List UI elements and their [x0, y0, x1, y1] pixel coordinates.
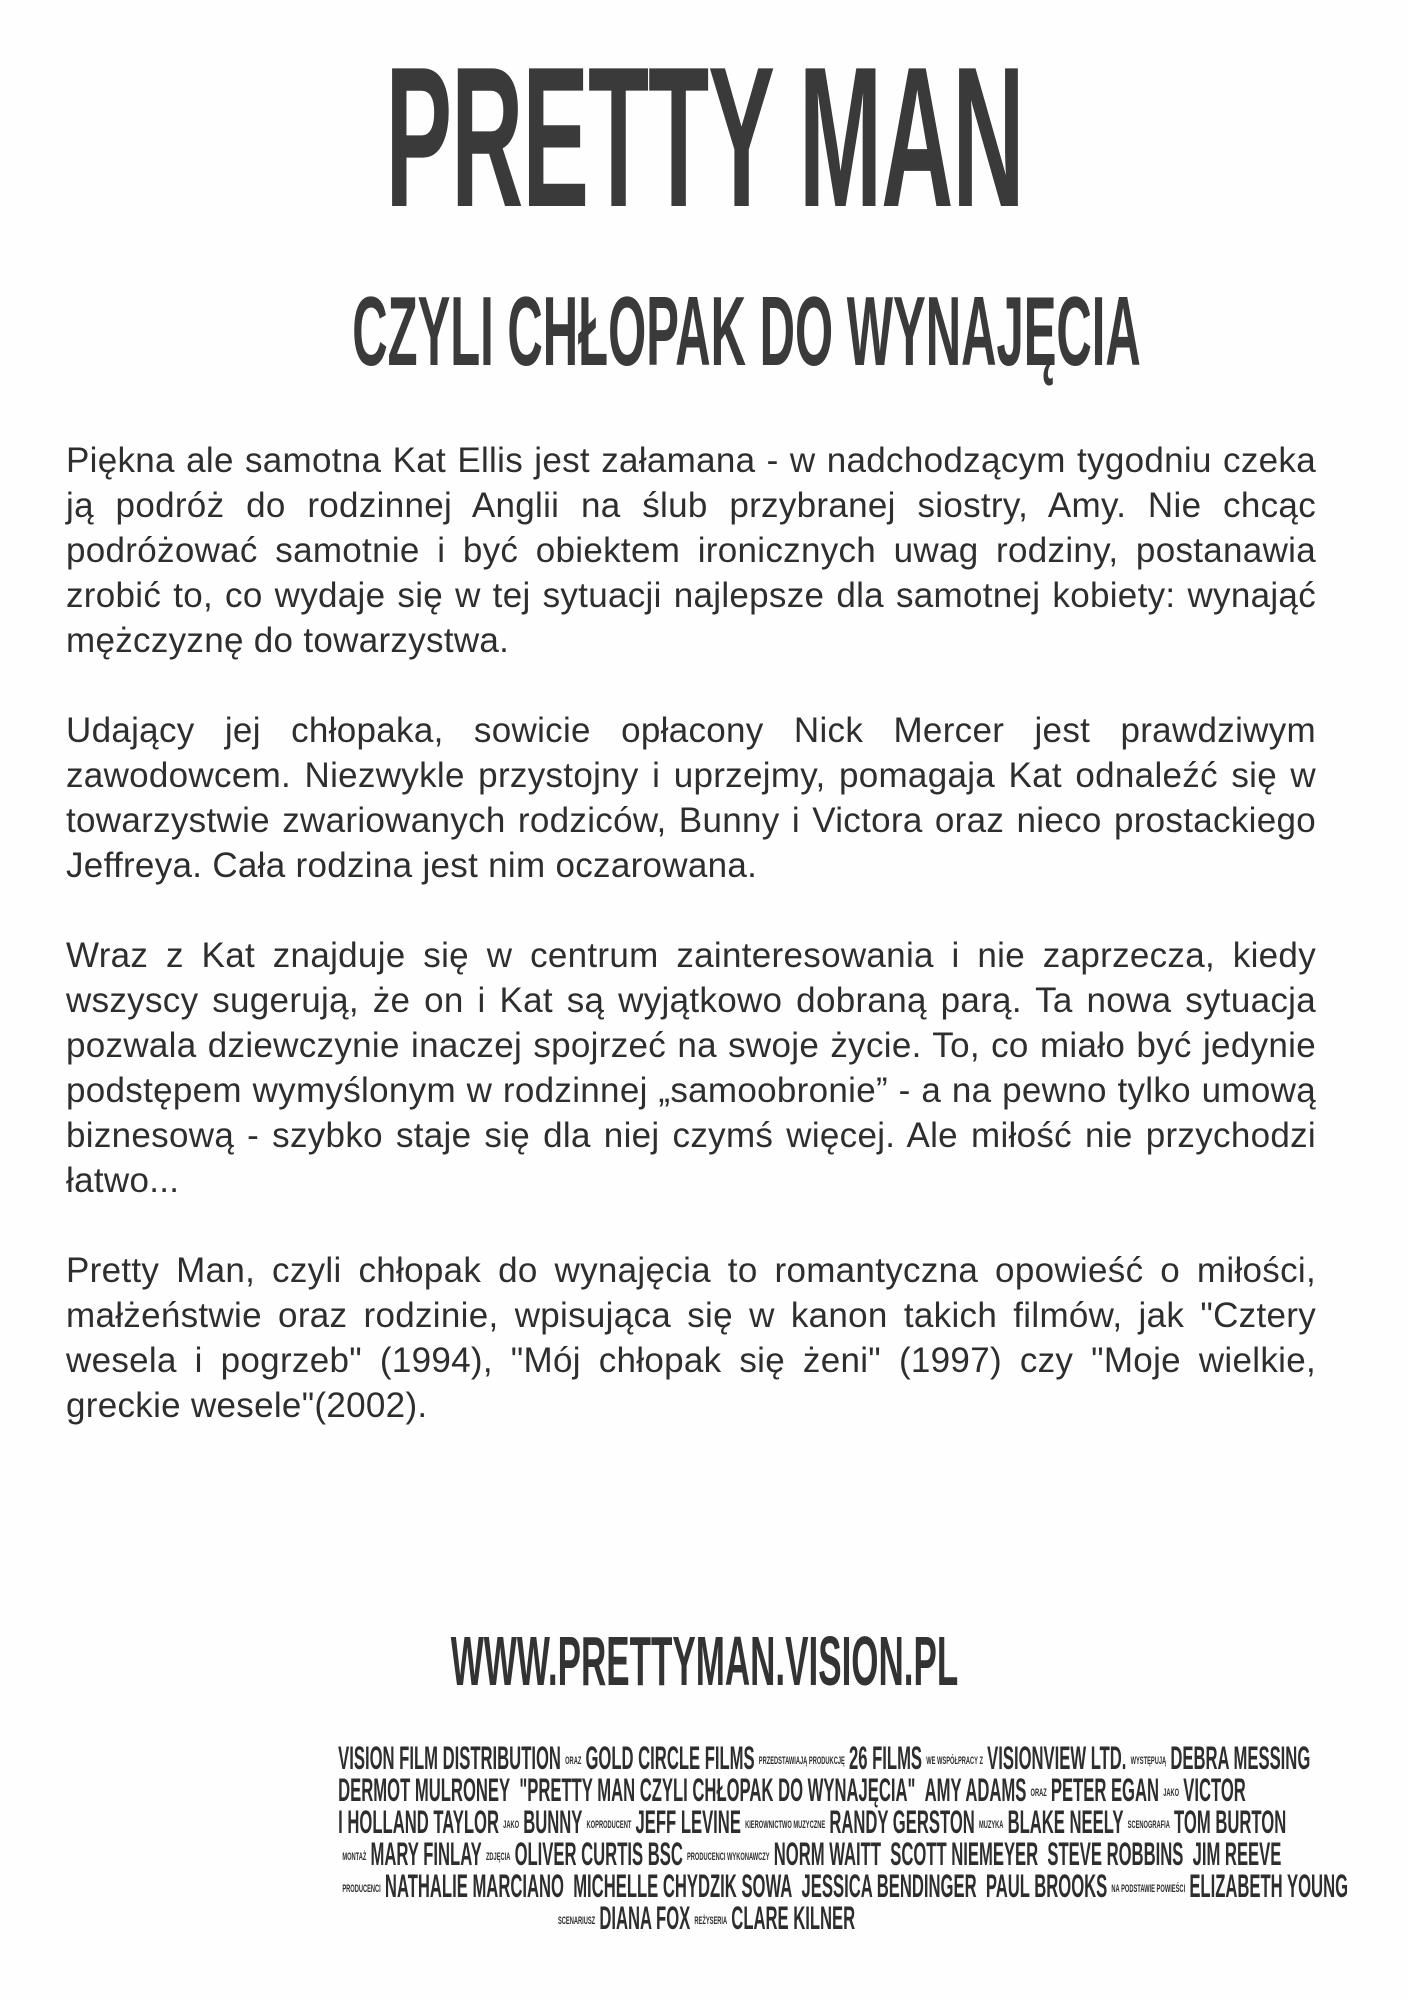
credit-name: JIM REEVE: [1192, 1836, 1282, 1872]
website-url[interactable]: WWW.PRETTYMAN.VISION.PL: [450, 1622, 959, 1700]
credit-role: KOPRODUCENT: [586, 1818, 632, 1831]
main-title: PRETTY MAN: [385, 26, 1024, 249]
credit-role: WYSTĘPUJĄ: [1130, 1754, 1167, 1767]
credit-name: 26 FILMS: [848, 1740, 923, 1776]
paragraph-4: Pretty Man, czyli chłopak do wynajęcia to romantyczna opowieść o miłości, małżeństwie oraz rodzinie, wpisująca się w kanon takich filmów, jak "Cztery wesela i pogrzeb" (1994), "Mój chłopak się żeni" (1997) czy "Moje wielkie, greckie wesele"(2002).: [66, 1251, 1316, 1425]
credit-role: PRODUCENCI WYKONAWCZY: [686, 1850, 770, 1863]
credit-role: JAKO: [1163, 1786, 1180, 1799]
credit-name: MARY FINLAY: [370, 1836, 482, 1872]
credit-name: DIANA FOX: [599, 1900, 691, 1936]
credit-role: NA PODSTAWIE POWIEŚCI: [1111, 1882, 1186, 1895]
credit-name: NATHALIE MARCIANO: [384, 1868, 564, 1904]
credit-role: MUZYKA: [978, 1818, 1004, 1831]
credit-role: REŻYSERIA: [694, 1914, 728, 1927]
credit-role: ZDJĘCIA: [485, 1850, 511, 1863]
credit-role: ORAZ: [565, 1754, 582, 1767]
credit-line-3: [338, 1804, 1287, 1840]
credit-role: SCENARIUSZ: [557, 1914, 596, 1927]
credit-role: WE WSPÓŁPRACY Z: [926, 1754, 983, 1767]
credit-name: PETER EGAN: [1050, 1772, 1160, 1808]
credit-name: DEBRA MESSING: [1170, 1740, 1311, 1776]
credit-name: STEVE ROBBINS: [1047, 1836, 1184, 1872]
credit-name: MICHELLE CHYDZIK SOWA: [573, 1868, 793, 1904]
credit-name: BUNNY: [523, 1804, 583, 1840]
credit-name: OLIVER CURTIS BSC: [514, 1836, 683, 1872]
credit-role: KIEROWNICTWO MUZYCZNE: [745, 1818, 826, 1831]
credit-name: VISION FILM DISTRIBUTION: [338, 1740, 561, 1776]
credit-name: BLAKE NEELY: [1007, 1804, 1124, 1840]
credit-name: JEFF LEVINE: [635, 1804, 741, 1840]
credit-role: ORAZ: [1030, 1786, 1047, 1799]
credit-line-1: [338, 1740, 1311, 1776]
credit-line-2: [338, 1772, 1246, 1808]
credit-role: JAKO: [503, 1818, 520, 1831]
credit-name: JESSICA BENDINGER: [801, 1868, 977, 1904]
credit-name: ELIZABETH YOUNG: [1189, 1868, 1349, 1904]
credit-name: VICTOR: [1183, 1772, 1246, 1808]
paragraph-1: Piękna ale samotna Kat Ellis jest załamana - w nadchodzącym tygodniu czeka ją podróż do rodzinnej Anglii na ślub przybranej siostry, Amy. Nie chcąc podróżować samotnie i być obiektem ironicznych uwag rodziny, postanawia zrobić to, co wydaje się w tej sytuacji najlepsze dla samotnej kobiety: wynająć mężczyznę do towarzystwa.: [66, 441, 1316, 660]
credit-name: VISIONVIEW LTD.: [987, 1740, 1127, 1776]
synopsis: [66, 438, 1316, 1473]
credit-line-4: [338, 1836, 1282, 1872]
credit-name: AMY ADAMS: [924, 1772, 1027, 1808]
paragraph-2: Udający jej chłopaka, sowicie opłacony Nick Mercer jest prawdziwym zawodowcem. Niezwykle przystojny i uprzejmy, pomagaja Kat odnaleźć się w towarzystwie zwariowanych rodziców, Bunny i Victora oraz nieco prostackiego Jeffreya. Cała rodzina jest nim oczarowana.: [66, 711, 1316, 885]
credit-name: GOLD CIRCLE FILMS: [585, 1740, 755, 1776]
credit-role: MONTAŻ: [342, 1850, 367, 1863]
credit-name: I HOLLAND TAYLOR: [338, 1804, 500, 1840]
credit-block: [0, 1742, 1409, 1934]
credit-role: SCENOGRAFIA: [1127, 1818, 1170, 1831]
credit-name: SCOTT NIEMEYER: [890, 1836, 1039, 1872]
credit-role: PRZEDSTAWIAJĄ PRODUKCJĘ: [758, 1754, 845, 1767]
credit-role: PRODUCENCI: [342, 1882, 381, 1895]
paragraph-3: Wraz z Kat znajduje się w centrum zainteresowania i nie zaprzecza, kiedy wszyscy sugerują, że on i Kat są wyjątkowo dobraną parą. Ta nowa sytuacja pozwala dziewczynie inaczej spojrzeć na swoje życie. To, co miało być jedynie podstępem wymyślonym w rodzinnej „samoobronie” - a na pewno tylko umową biznesową - szybko staje się dla niej czymś więcej. Ale miłość nie przychodzi łatwo...: [66, 936, 1316, 1200]
film-title-credit: "PRETTY MAN CZYLI CHŁOPAK DO WYNAJĘCIA": [519, 1772, 916, 1808]
credit-line-5: [338, 1868, 1349, 1904]
credit-name: NORM WAITT: [773, 1836, 881, 1872]
credit-name: DERMOT MULRONEY: [338, 1772, 511, 1808]
credit-name: RANDY GERSTON: [829, 1804, 975, 1840]
credit-name: PAUL BROOKS: [985, 1868, 1108, 1904]
credit-line-6: [338, 1902, 1071, 1934]
credit-name: TOM BURTON: [1174, 1804, 1287, 1840]
credit-name: CLARE KILNER: [731, 1900, 856, 1936]
subtitle: CZYLI CHŁOPAK DO WYNAJĘCIA: [352, 276, 1141, 386]
